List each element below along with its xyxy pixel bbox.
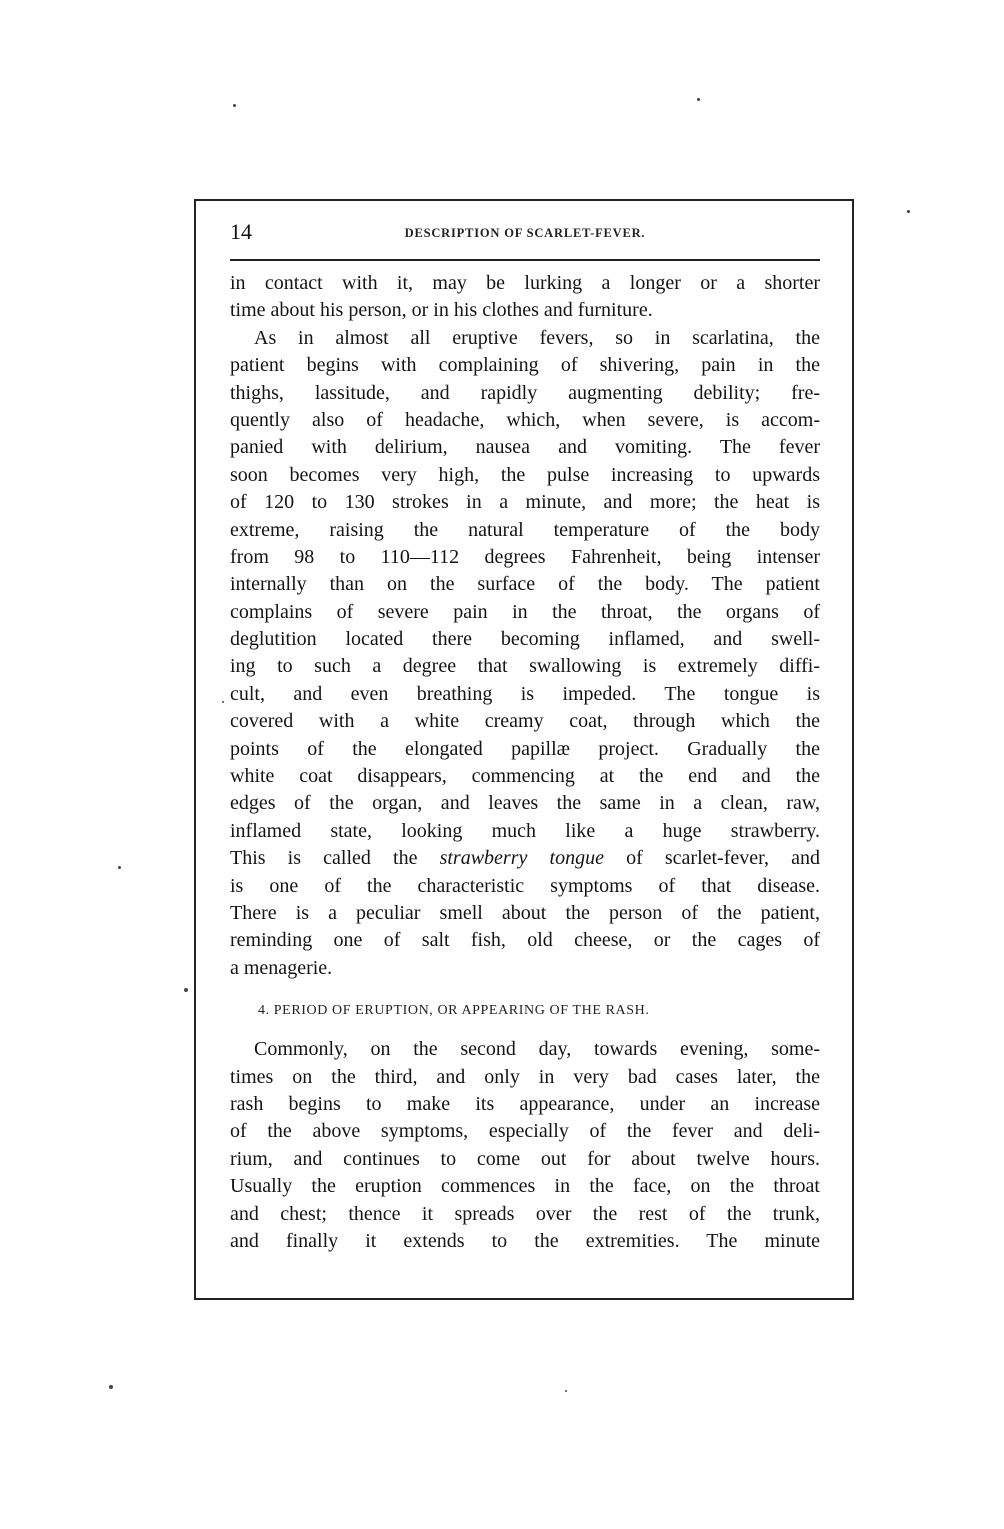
text-line: of the above symptoms, especially of the fever and deli-: [230, 1120, 820, 1143]
text-line: from 98 to 110—112 degrees Fahrenheit, being intenser: [230, 545, 820, 568]
running-title: DESCRIPTION OF SCARLET-FEVER.: [404, 226, 646, 240]
text-line: times on the third, and only in very bad cases later, the: [230, 1065, 820, 1088]
text-line: ing to such a degree that swallowing is extremely diffi-: [230, 655, 820, 678]
text-line: is one of the characteristic symptoms of that disease.: [230, 874, 820, 897]
text-line-strawberry: [230, 845, 820, 872]
text-line: rash begins to make its appearance, under an increase: [230, 1092, 820, 1115]
text-line: of 120 to 130 strokes in a minute, and more; the heat is: [230, 491, 820, 514]
scan-speck: [222, 701, 224, 703]
text-line: a menagerie.: [230, 956, 333, 979]
text-line: cult, and even breathing is impeded. The tongue is: [230, 682, 820, 705]
text-line: and finally it extends to the extremities. The minute: [230, 1229, 820, 1252]
text-line: points of the elongated papillæ project. Gradually the: [230, 737, 820, 760]
text-line: complains of severe pain in the throat, the organs of: [230, 600, 820, 623]
scan-speck: [184, 988, 188, 992]
page-frame: [194, 199, 854, 1300]
text-line: There is a peculiar smell about the person of the patient,: [230, 901, 820, 924]
text-line: inflamed state, looking much like a huge strawberry.: [230, 819, 820, 842]
text-line: deglutition located there becoming inflamed, and swell-: [230, 628, 820, 651]
scan-speck: [233, 104, 236, 107]
text-line: edges of the organ, and leaves the same in a clean, raw,: [230, 792, 820, 815]
scan-speck: [118, 866, 121, 869]
text-fragment: This is called the: [230, 847, 440, 870]
italic-term: strawberry tongue: [439, 847, 604, 870]
text-line: panied with delirium, nausea and vomiting. The fever: [230, 436, 820, 459]
scan-speck: [109, 1385, 113, 1389]
text-line: extreme, raising the natural temperature of the body: [230, 518, 820, 541]
running-head: [230, 216, 820, 246]
section-heading: 4. PERIOD OF ERUPTION, OR APPEARING OF THE RASH.: [258, 1003, 650, 1019]
text-line: internally than on the surface of the body. The patient: [230, 573, 820, 596]
header-rule: [230, 259, 820, 261]
text-line: white coat disappears, commencing at the end and the: [230, 765, 820, 788]
text-line: quently also of headache, which, when severe, is accom-: [230, 408, 820, 431]
text-line: thighs, lassitude, and rapidly augmenting debility; fre-: [230, 381, 820, 404]
text-line: patient begins with complaining of shivering, pain in the: [230, 354, 820, 377]
text-fragment: of scarlet-fever, and: [603, 847, 820, 870]
text-line: and chest; thence it spreads over the rest of the trunk,: [230, 1202, 820, 1225]
text-line: rium, and continues to come out for about twelve hours.: [230, 1147, 820, 1170]
text-line: As in almost all eruptive fevers, so in scarlatina, the: [254, 326, 820, 349]
scan-speck: [697, 98, 700, 101]
scan-speck: [907, 210, 910, 213]
body-text: [230, 270, 820, 1255]
text-line: Usually the eruption commences in the face, on the throat: [230, 1175, 820, 1198]
scan-speck: [565, 1390, 567, 1392]
text-line: in contact with it, may be lurking a longer or a shorter: [230, 272, 820, 294]
text-line: reminding one of salt fish, old cheese, or the cages of: [230, 929, 820, 952]
text-line: Commonly, on the second day, towards evening, some-: [254, 1038, 820, 1061]
text-line: soon becomes very high, the pulse increasing to upwards: [230, 463, 820, 486]
text-line: covered with a white creamy coat, through which the: [230, 710, 820, 733]
page-number: 14: [230, 219, 252, 244]
text-line: time about his person, or in his clothes and furniture.: [230, 299, 653, 322]
